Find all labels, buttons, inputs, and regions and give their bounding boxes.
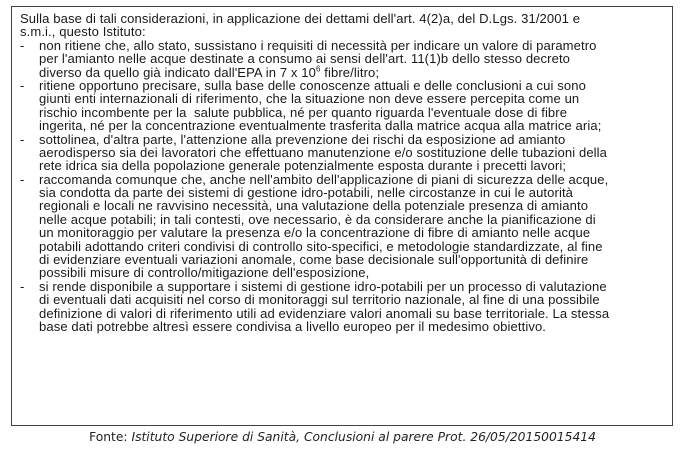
intro-line: s.m.i., questo Istituto: — [20, 24, 146, 40]
item-line: un monitoraggio per valutare la presenza e/o la concentrazione di fibre di amianto nelle acque — [39, 225, 591, 241]
list-item — [20, 39, 664, 79]
dash-bullet: - — [20, 77, 25, 93]
item-line — [20, 66, 664, 79]
item-line: nelle acque potabili; in tali contesti, ove necessario, è da considerare anche la pianificazione di — [39, 211, 596, 227]
item-text-tail: fibre/litro; — [320, 64, 380, 80]
source-caption — [0, 430, 685, 444]
item-line: potabili adottando criteri condivisi di controllo sito-specifici, e metodologie standardizzate, al fine — [39, 238, 603, 254]
dash-bullet: - — [20, 37, 25, 53]
item-line: raccomanda comunque che, anche nell'ambito dell'applicazione di piani di sicurezza delle acque, — [39, 171, 609, 187]
item-line: si rende disponibile a supportare i sistemi di gestione idro-potabili per un processo di valutazione — [39, 278, 607, 294]
dash-bullet: - — [20, 131, 25, 147]
dash-bullet: - — [20, 278, 25, 294]
superscript-exponent: 6 — [315, 64, 321, 74]
item-line: di evidenziare eventuali variazioni anomale, come base decisionale sull'opportunità di definire — [39, 252, 589, 268]
item-line: giunti enti internazionali di riferimento, che la situazione non deve essere percepita come un — [39, 91, 580, 107]
list-item — [20, 79, 664, 133]
item-text: diverso da quello già indicato dall'EPA in 7 x 10 — [39, 64, 316, 80]
caption-source: Istituto Superiore di Sanità, Conclusioni al parere Prot. 26/05/20150015414 — [131, 430, 596, 444]
item-line: ritiene opportuno precisare, sulla base delle conoscenze attuali e delle conclusioni a cui sono — [39, 77, 586, 93]
intro-line: Sulla base di tali considerazioni, in applicazione dei dettami dell'art. 4(2)a, del D.Lgs. 31/2001 e — [20, 11, 581, 26]
item-line: non ritiene che, allo stato, sussistano i requisiti di necessità per indicare un valore di parametro — [39, 37, 597, 53]
item-line: sottolinea, d'altra parte, l'attenzione alla prevenzione dei rischi da esposizione ad amianto — [39, 131, 566, 147]
caption-prefix: Fonte: — [89, 430, 132, 444]
item-line: definizione di valori di riferimento utili ad evidenziare valori anomali su base territoriale. La stessa — [39, 305, 610, 321]
item-line: possibili misure di controllo/mitigazione dell'esposizione, — [39, 265, 370, 281]
item-line: base dati potrebbe altresì essere condivisa a livello europeo per il medesimo obiettivo. — [39, 318, 547, 334]
item-line: sia condotta da parte dei sistemi di gestione idro-potabili, nelle circostanze in cui le autorità — [39, 185, 574, 201]
item-line: aerodisperso sia dei lavoratori che effettuano manutenzione e/o sostituzione delle tubazioni della — [39, 144, 608, 160]
item-line: ingerita, né per la concentrazione eventualmente trasferita dalla matrice acqua alla matrice aria; — [39, 118, 602, 134]
list-item — [20, 280, 664, 334]
item-line: di eventuali dati acquisiti nel corso di monitoraggi sul territorio nazionale, al fine di una possibile — [39, 292, 600, 308]
document-excerpt — [11, 6, 673, 426]
item-line: per l'amianto nelle acque destinate a consumo ai sensi dell'art. 11(1)b dello stesso decreto — [39, 51, 571, 67]
item-line: rischio incombente per la salute pubblica, né per quanto riguarda l'eventuale dose di fibre — [39, 104, 568, 120]
dash-bullet: - — [20, 171, 25, 187]
list-item — [20, 173, 664, 280]
list-item — [20, 133, 664, 173]
item-line: rete idrica sia della popolazione generale potenzialmente esposta durante i precetti lavori; — [39, 158, 567, 174]
item-line: regionali e locali ne ravvisino necessità, una valutazione della potenziale presenza di amianto — [39, 198, 589, 214]
